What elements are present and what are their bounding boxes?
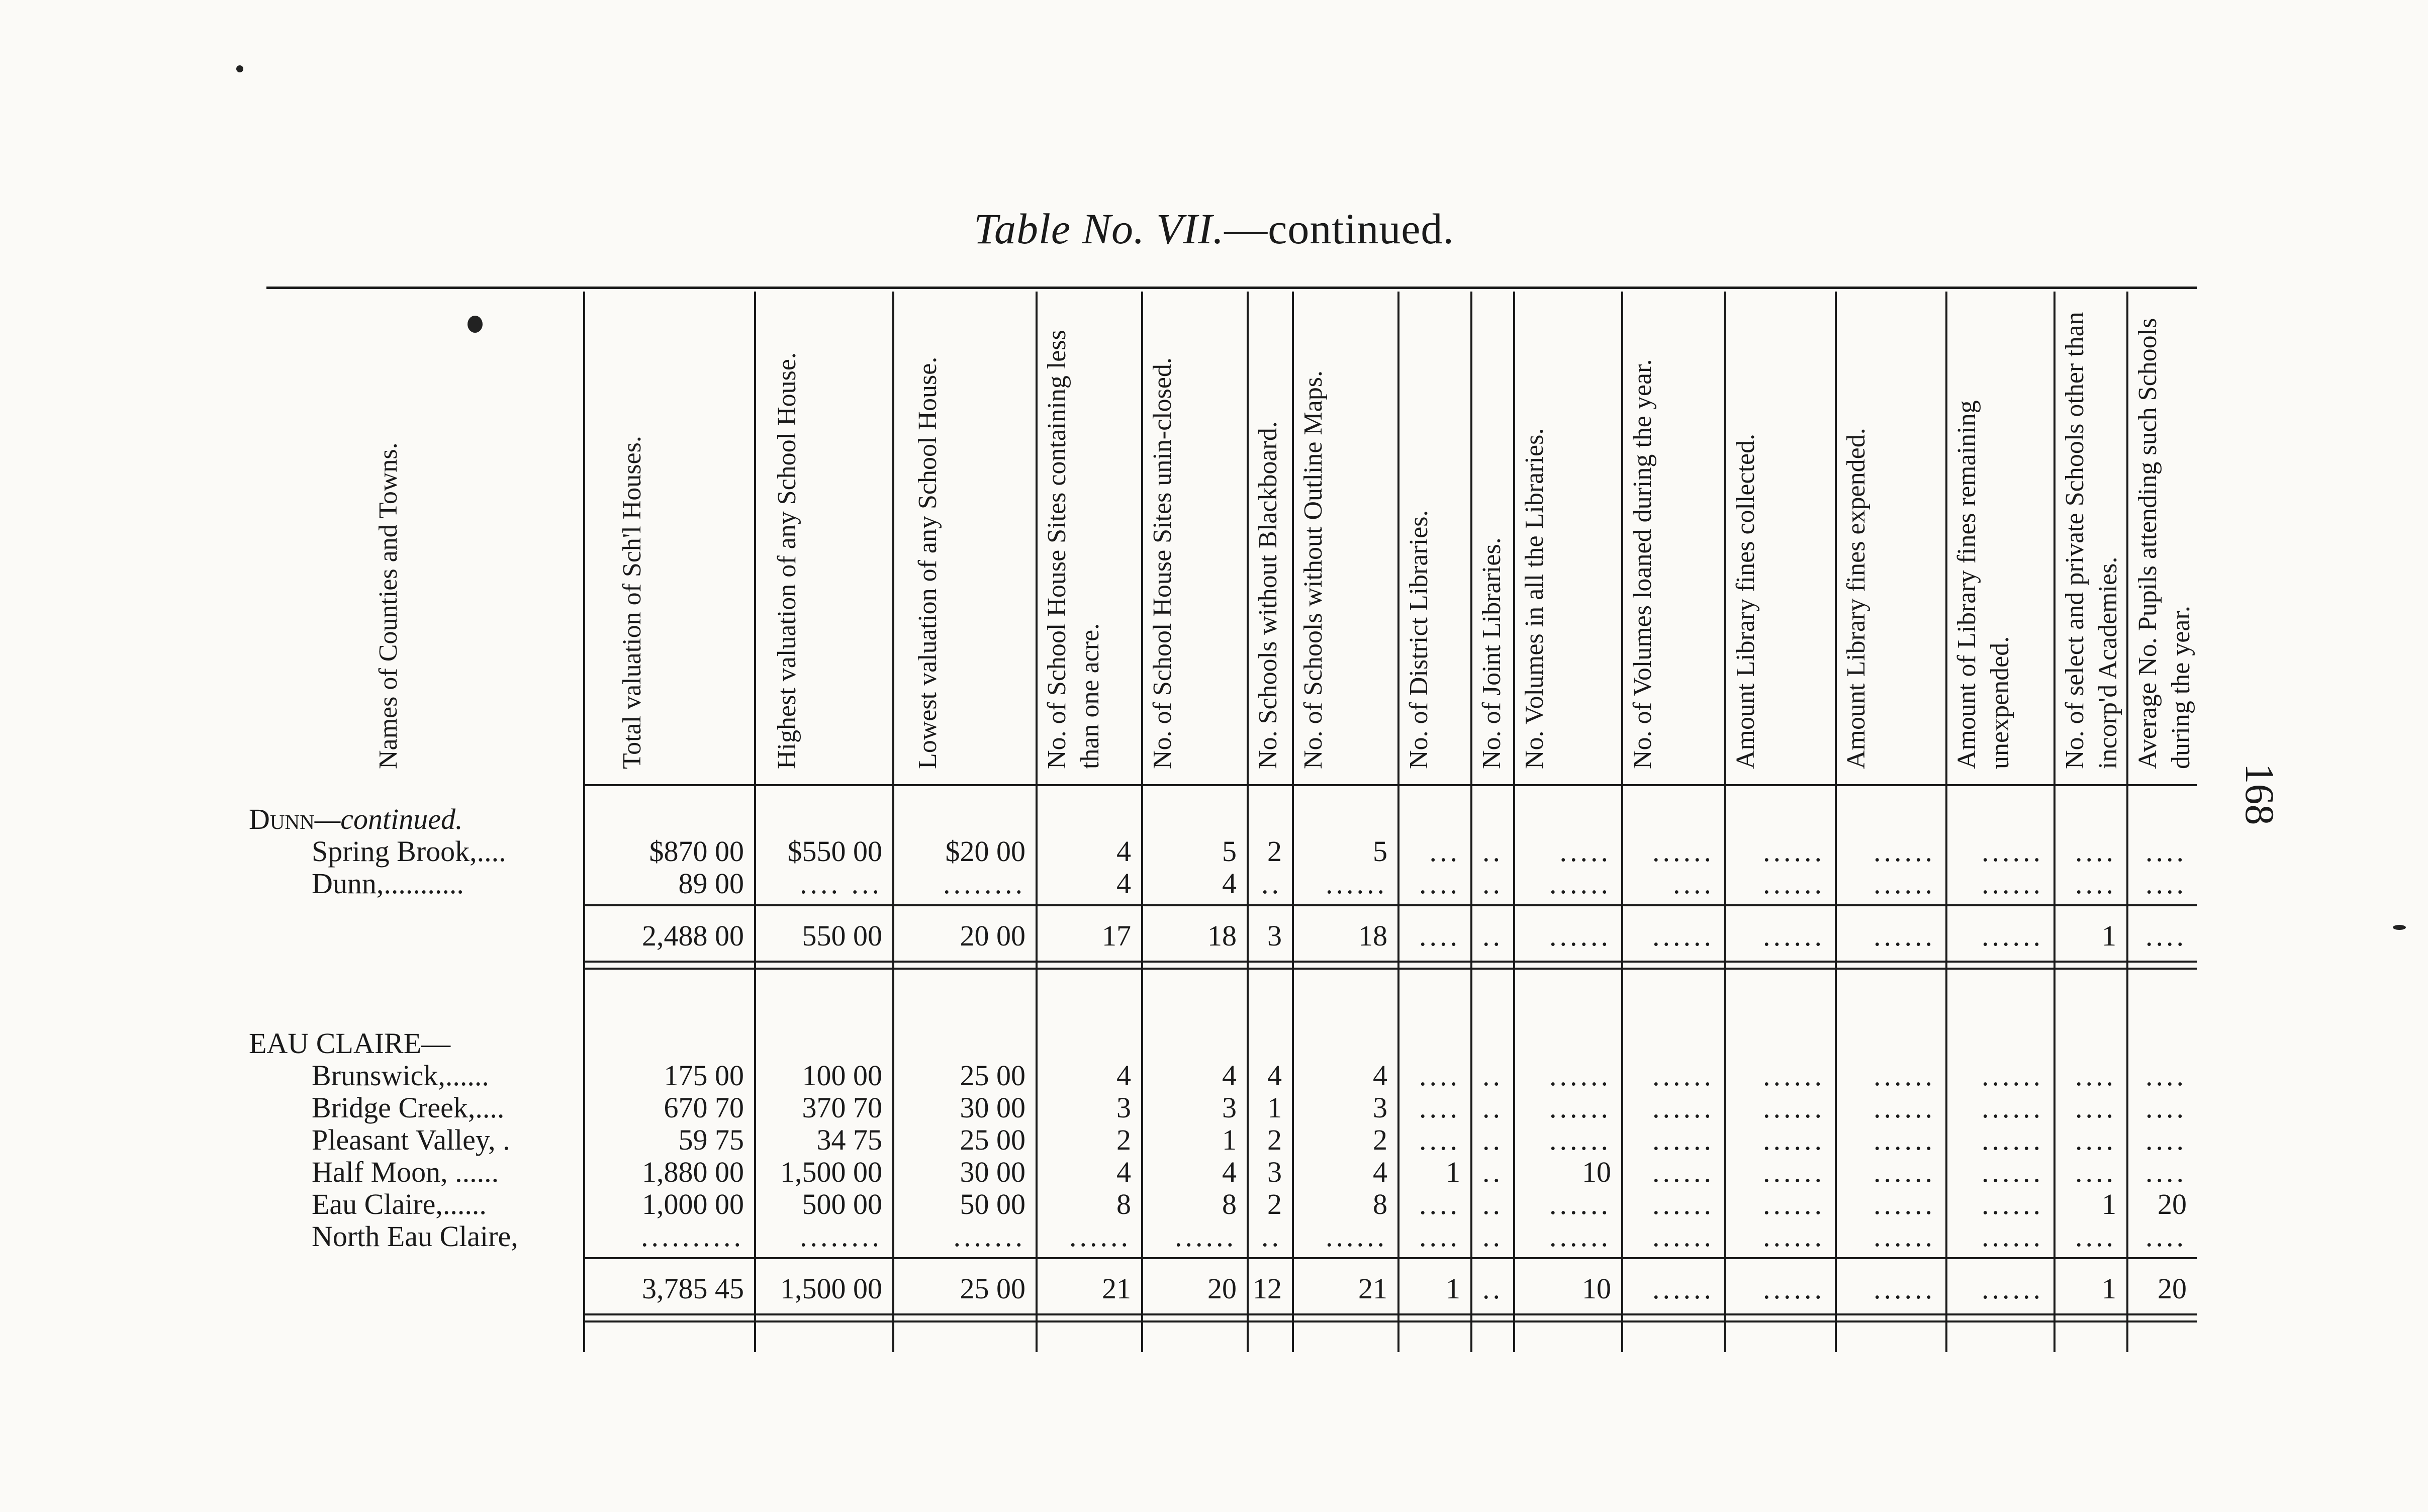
table-cell: ......	[1874, 835, 1935, 868]
column-divider	[1247, 292, 1249, 1352]
county-heading	[249, 1026, 450, 1061]
table-cell: ......	[1549, 1091, 1611, 1124]
total-rule	[583, 968, 2197, 970]
table-cell: ....	[2145, 867, 2187, 900]
total-cell: 1	[2102, 1272, 2116, 1305]
total-cell: 1,500 00	[780, 1272, 882, 1305]
table-cell: ......	[1069, 1220, 1131, 1253]
table-cell: ....	[2075, 835, 2116, 868]
table-cell: ......	[1763, 1188, 1825, 1220]
column-header: No. of select and private Schools other than incorp'd Academies.	[2061, 312, 2122, 769]
table-cell: 3	[1116, 1091, 1131, 1124]
table-cell: ......	[1982, 1188, 2043, 1220]
column-divider	[1470, 292, 1472, 1352]
table-cell: 5	[1373, 835, 1387, 868]
total-cell: 20	[2158, 1272, 2187, 1305]
town-name: Bridge Creek,....	[312, 1091, 505, 1124]
table-cell: ......	[1874, 1156, 1935, 1188]
table-cell: 370 70	[802, 1091, 882, 1124]
table-cell: ....	[1419, 1220, 1460, 1253]
table-cell: ......	[1763, 867, 1825, 900]
table-cell: ......	[1763, 1059, 1825, 1092]
column-header: Amount of Library fines remaining unexpended.	[1952, 400, 2014, 769]
column-divider	[2126, 292, 2128, 1352]
table-cell: ....	[2075, 867, 2116, 900]
table-cell: 500 00	[802, 1188, 882, 1220]
total-cell: 12	[1253, 1272, 1282, 1305]
total-cell: ......	[1652, 1272, 1714, 1305]
table-cell: 3	[1373, 1091, 1387, 1124]
table-cell: 34 75	[816, 1123, 882, 1156]
column-header: No. of Joint Libraries.	[1477, 537, 1506, 769]
table-cell: ......	[1874, 1123, 1935, 1156]
column-divider	[1621, 292, 1623, 1352]
table-cell: 89 00	[678, 867, 744, 900]
town-name: Pleasant Valley, .	[312, 1123, 510, 1156]
total-cell: 25 00	[960, 1272, 1025, 1305]
column-divider	[754, 292, 756, 1352]
table-cell: ......	[1874, 1091, 1935, 1124]
total-cell: 20 00	[960, 919, 1025, 952]
table-cell: .... ...	[800, 867, 882, 900]
table-cell: ......	[1763, 1091, 1825, 1124]
total-cell: ....	[1419, 919, 1460, 952]
table-cell: ..	[1482, 1091, 1503, 1124]
table-cell: ......	[1763, 1123, 1825, 1156]
county-name: Dunn	[249, 803, 315, 835]
table-cell: 1,880 00	[642, 1156, 744, 1188]
total-cell: 10	[1582, 1272, 1611, 1305]
table-cell: ....	[2075, 1156, 2116, 1188]
total-cell: 21	[1358, 1272, 1387, 1305]
table-cell: ......	[1982, 867, 2043, 900]
table-cell: ....	[2075, 1059, 2116, 1092]
county-continued-note: —continued.	[314, 803, 463, 835]
column-header: Names of Counties and Towns.	[374, 442, 403, 769]
table-cell: ......	[1652, 1123, 1714, 1156]
table-cell: ......	[1874, 1220, 1935, 1253]
table-title: Table No. VII.—continued.	[974, 205, 1454, 253]
table-cell: ....	[1673, 867, 1714, 900]
table-cell: ..	[1482, 1123, 1503, 1156]
table-cell: 2	[1116, 1123, 1131, 1156]
table-cell: 1	[1222, 1123, 1237, 1156]
table-cell: 175 00	[664, 1059, 744, 1092]
table-cell: ......	[1652, 1156, 1714, 1188]
table-cell: 2	[1267, 1188, 1282, 1220]
total-cell: ......	[1652, 919, 1714, 952]
total-rule	[583, 961, 2197, 963]
town-name: Spring Brook,....	[312, 835, 506, 868]
column-header: No. of District Libraries.	[1405, 510, 1433, 769]
column-header: Amount Library fines collected.	[1731, 433, 1760, 769]
table-cell: ......	[1982, 1156, 2043, 1188]
table-cell: ....	[1419, 1188, 1460, 1220]
column-header: No. of School House Sites containing less than one acre.	[1043, 330, 1104, 769]
county-heading	[249, 802, 463, 837]
table-cell: ..	[1261, 867, 1282, 900]
table-cell: ..	[1482, 1059, 1503, 1092]
total-cell: 17	[1102, 919, 1131, 952]
table-cell: ..	[1261, 1220, 1282, 1253]
table-cell: 8	[1373, 1188, 1387, 1220]
table-cell: ..	[1482, 1156, 1503, 1188]
table-cell: 8	[1116, 1188, 1131, 1220]
table-cell: 25 00	[960, 1123, 1025, 1156]
table-cell: ......	[1549, 1059, 1611, 1092]
table-cell: ......	[1763, 1156, 1825, 1188]
table-cell: 4	[1373, 1156, 1387, 1188]
total-cell: 20	[1207, 1272, 1237, 1305]
table-cell: ......	[1549, 1188, 1611, 1220]
table-cell: ......	[1874, 1059, 1935, 1092]
total-rule	[583, 1320, 2197, 1322]
table-cell: 5	[1222, 835, 1237, 868]
total-cell: ..	[1482, 1272, 1503, 1305]
table-cell: $550 00	[787, 835, 882, 868]
column-header: No. of Schools without Outline Maps.	[1299, 370, 1328, 769]
table-cell: ......	[1763, 835, 1825, 868]
column-divider	[1724, 292, 1726, 1352]
column-divider	[1835, 292, 1837, 1352]
town-name: Dunn,...........	[312, 867, 464, 900]
table-cell: ....	[1419, 1123, 1460, 1156]
table-cell: ..........	[641, 1220, 744, 1253]
total-cell: 18	[1358, 919, 1387, 952]
total-cell: ......	[1982, 1272, 2043, 1305]
table-cell: 1,500 00	[780, 1156, 882, 1188]
table-cell: ....	[2145, 1059, 2187, 1092]
table-top-rule	[266, 287, 2197, 289]
total-cell: ......	[1982, 919, 2043, 952]
table-cell: ......	[1326, 867, 1387, 900]
column-divider	[1513, 292, 1515, 1352]
table-cell: 4	[1222, 867, 1237, 900]
table-cell: 1	[2102, 1188, 2116, 1220]
ink-speck	[2393, 925, 2406, 930]
table-cell: ......	[1549, 1220, 1611, 1253]
column-divider	[1141, 292, 1143, 1352]
table-cell: 50 00	[960, 1188, 1025, 1220]
table-cell: 30 00	[960, 1156, 1025, 1188]
county-name: EAU CLAIRE—	[249, 1027, 451, 1060]
column-divider	[1036, 292, 1038, 1352]
table-cell: $20 00	[945, 835, 1025, 868]
table-cell: 25 00	[960, 1059, 1025, 1092]
total-cell: 21	[1102, 1272, 1131, 1305]
total-cell: ..	[1482, 919, 1503, 952]
table-cell: 4	[1222, 1059, 1237, 1092]
total-rule	[583, 1313, 2197, 1315]
subtotal-rule	[583, 1257, 2197, 1259]
column-divider	[583, 292, 585, 1352]
page-number: 168	[2237, 763, 2283, 825]
total-cell: 550 00	[802, 919, 882, 952]
column-header: No. Schools without Blackboard.	[1254, 421, 1282, 769]
table-cell: 4	[1116, 1156, 1131, 1188]
column-divider	[892, 292, 894, 1352]
column-header: Average No. Pupils attending such Schools during the year.	[2133, 318, 2195, 769]
total-cell: 18	[1207, 919, 1237, 952]
total-cell: ......	[1874, 1272, 1935, 1305]
table-cell: ......	[1652, 835, 1714, 868]
town-name: Brunswick,......	[312, 1059, 489, 1092]
table-cell: ......	[1982, 835, 2043, 868]
table-cell: 59 75	[678, 1123, 744, 1156]
total-cell: ......	[1763, 919, 1825, 952]
table-cell: ......	[1175, 1220, 1237, 1253]
table-cell: 2	[1373, 1123, 1387, 1156]
table-cell: ......	[1652, 1220, 1714, 1253]
column-header: Highest valuation of any School House.	[772, 352, 801, 769]
table-cell: $870 00	[649, 835, 744, 868]
total-cell: 1	[1446, 1272, 1460, 1305]
table-cell: ......	[1874, 1188, 1935, 1220]
table-cell: ......	[1652, 1091, 1714, 1124]
table-cell: ......	[1549, 1123, 1611, 1156]
table-cell: 4	[1222, 1156, 1237, 1188]
table-cell: ......	[1326, 1220, 1387, 1253]
table-cell: ....	[2145, 1220, 2187, 1253]
town-name: North Eau Claire,	[312, 1220, 518, 1253]
table-cell: 2	[1267, 1123, 1282, 1156]
table-cell: ......	[1652, 1188, 1714, 1220]
table-cell: ......	[1982, 1123, 2043, 1156]
table-cell: 1	[1267, 1091, 1282, 1124]
table-cell: ..	[1482, 867, 1503, 900]
table-cell: ........	[943, 867, 1025, 900]
table-cell: ....	[2075, 1123, 2116, 1156]
table-cell: 10	[1582, 1156, 1611, 1188]
table-cell: 1,000 00	[642, 1188, 744, 1220]
total-cell: 3	[1267, 919, 1282, 952]
total-cell: 1	[2102, 919, 2116, 952]
table-cell: 4	[1116, 867, 1131, 900]
table-cell: ..	[1482, 1188, 1503, 1220]
total-cell: ......	[1763, 1272, 1825, 1305]
table-cell: ....	[1419, 1091, 1460, 1124]
column-header: No. of Volumes loaned during the year.	[1628, 359, 1657, 769]
table-cell: ..	[1482, 835, 1503, 868]
table-cell: ....	[2145, 1123, 2187, 1156]
column-divider	[2053, 292, 2056, 1352]
table-cell: ....	[1419, 867, 1460, 900]
table-cell: 3	[1222, 1091, 1237, 1124]
table-cell: ..	[1482, 1220, 1503, 1253]
table-cell: 3	[1267, 1156, 1282, 1188]
table-cell: 4	[1373, 1059, 1387, 1092]
column-divider	[1292, 292, 1294, 1352]
total-cell: ......	[1874, 919, 1935, 952]
table-cell: ....	[2075, 1091, 2116, 1124]
column-header: No. of School House Sites unin-closed.	[1148, 357, 1177, 769]
subtotal-rule	[583, 904, 2197, 906]
town-name: Half Moon, ......	[312, 1156, 499, 1188]
table-cell: ......	[1549, 867, 1611, 900]
table-cell: ......	[1982, 1220, 2043, 1253]
table-cell: ......	[1982, 1091, 2043, 1124]
table-cell: ....	[2145, 1091, 2187, 1124]
table-cell: ....	[1419, 1059, 1460, 1092]
table-cell: ...	[1429, 835, 1460, 868]
column-header: No. Volumes in all the Libraries.	[1520, 428, 1549, 769]
total-cell: 2,488 00	[642, 919, 744, 952]
total-cell: 3,785 45	[642, 1272, 744, 1305]
table-cell: 1	[1446, 1156, 1460, 1188]
column-divider	[1397, 292, 1399, 1352]
column-header: Total valuation of Sch'l Houses.	[618, 436, 646, 769]
table-cell: 8	[1222, 1188, 1237, 1220]
table-cell: 4	[1116, 835, 1131, 868]
header-bottom-rule	[583, 784, 2197, 786]
ink-speck	[236, 65, 243, 72]
total-cell: ......	[1549, 919, 1611, 952]
table-cell: ......	[1652, 1059, 1714, 1092]
table-cell: .......	[953, 1220, 1025, 1253]
table-cell: 100 00	[802, 1059, 882, 1092]
table-cell: 20	[2158, 1188, 2187, 1220]
table-cell: 4	[1116, 1059, 1131, 1092]
table-cell: ....	[2145, 835, 2187, 868]
table-cell: ......	[1982, 1059, 2043, 1092]
table-cell: 4	[1267, 1059, 1282, 1092]
table-cell: 670 70	[664, 1091, 744, 1124]
column-header: Amount Library fines expended.	[1842, 428, 1871, 769]
table-cell: .....	[1559, 835, 1611, 868]
table-cell: ....	[2075, 1220, 2116, 1253]
column-divider	[1945, 292, 1947, 1352]
town-name: Eau Claire,......	[312, 1188, 487, 1220]
table-cell: 30 00	[960, 1091, 1025, 1124]
table-cell: 2	[1267, 835, 1282, 868]
table-cell: ......	[1763, 1220, 1825, 1253]
table-cell: ........	[800, 1220, 882, 1253]
total-cell: ....	[2145, 919, 2187, 952]
table-cell: ......	[1874, 867, 1935, 900]
table-cell: ....	[2145, 1156, 2187, 1188]
column-header: Lowest valuation of any School House.	[913, 356, 942, 769]
